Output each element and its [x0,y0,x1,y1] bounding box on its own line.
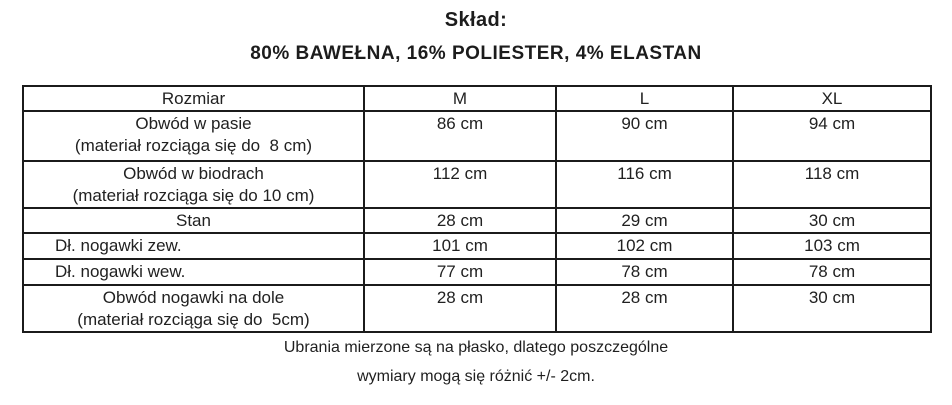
measurement-value: 118 cm [733,161,931,208]
measurement-value: 86 cm [364,111,556,161]
row-label-text: Obwód w biodrach [123,164,264,183]
composition-text: 80% BAWEŁNA, 16% POLIESTER, 4% ELASTAN [250,43,702,64]
row-label-text: Obwód w pasie [135,114,252,133]
row-label-note: (materiał rozciąga się do 8 cm) [74,136,313,155]
row-label-note: (materiał rozciąga się do 10 cm) [72,186,315,205]
row-label-inner-leg [23,259,364,285]
row-label-rise [23,208,364,233]
measurement-value: 28 cm [556,285,733,332]
measurement-value: 103 cm [733,233,931,259]
table-row-waist [23,111,931,161]
row-label-text: Obwód nogawki na dole [102,288,285,307]
disclaimer-line-2: wymiary mogą się różnić +/- 2cm. [357,368,595,385]
composition-heading: Skład: [444,9,508,31]
header-cell-size-m: M [364,86,556,111]
measurement-disclaimer [0,338,952,387]
measurement-value: 29 cm [556,208,733,233]
measurement-value: 77 cm [364,259,556,285]
measurement-value: 94 cm [733,111,931,161]
row-label-hips [23,161,364,208]
measurement-value: 30 cm [733,208,931,233]
measurement-value: 28 cm [364,208,556,233]
table-row-rise [23,208,931,233]
row-label-text: Dł. nogawki zew. [55,236,182,255]
row-label-leg-opening [23,285,364,332]
measurement-value: 28 cm [364,285,556,332]
row-label-text: Stan [176,211,211,230]
table-row-leg-opening [23,285,931,332]
row-label-note: (materiał rozciąga się do 5cm) [77,310,310,329]
row-label-waist [23,111,364,161]
row-label-outer-leg [23,233,364,259]
measurement-value: 116 cm [556,161,733,208]
measurement-value: 78 cm [733,259,931,285]
table-row-outer-leg [23,233,931,259]
row-label-text: Dł. nogawki wew. [55,262,186,281]
measurement-value: 112 cm [364,161,556,208]
measurement-value: 102 cm [556,233,733,259]
size-table-header-row [23,86,931,111]
table-row-inner-leg [23,259,931,285]
measurement-value: 90 cm [556,111,733,161]
table-row-hips [23,161,931,208]
header-cell-rozmiar: Rozmiar [23,86,364,111]
measurement-value: 101 cm [364,233,556,259]
disclaimer-line-1: Ubrania mierzone są na płasko, dlatego poszczególne [283,339,669,356]
size-table [22,85,932,333]
header-cell-size-l: L [556,86,733,111]
header-cell-size-xl: XL [733,86,931,111]
measurement-value: 30 cm [733,285,931,332]
measurement-value: 78 cm [556,259,733,285]
